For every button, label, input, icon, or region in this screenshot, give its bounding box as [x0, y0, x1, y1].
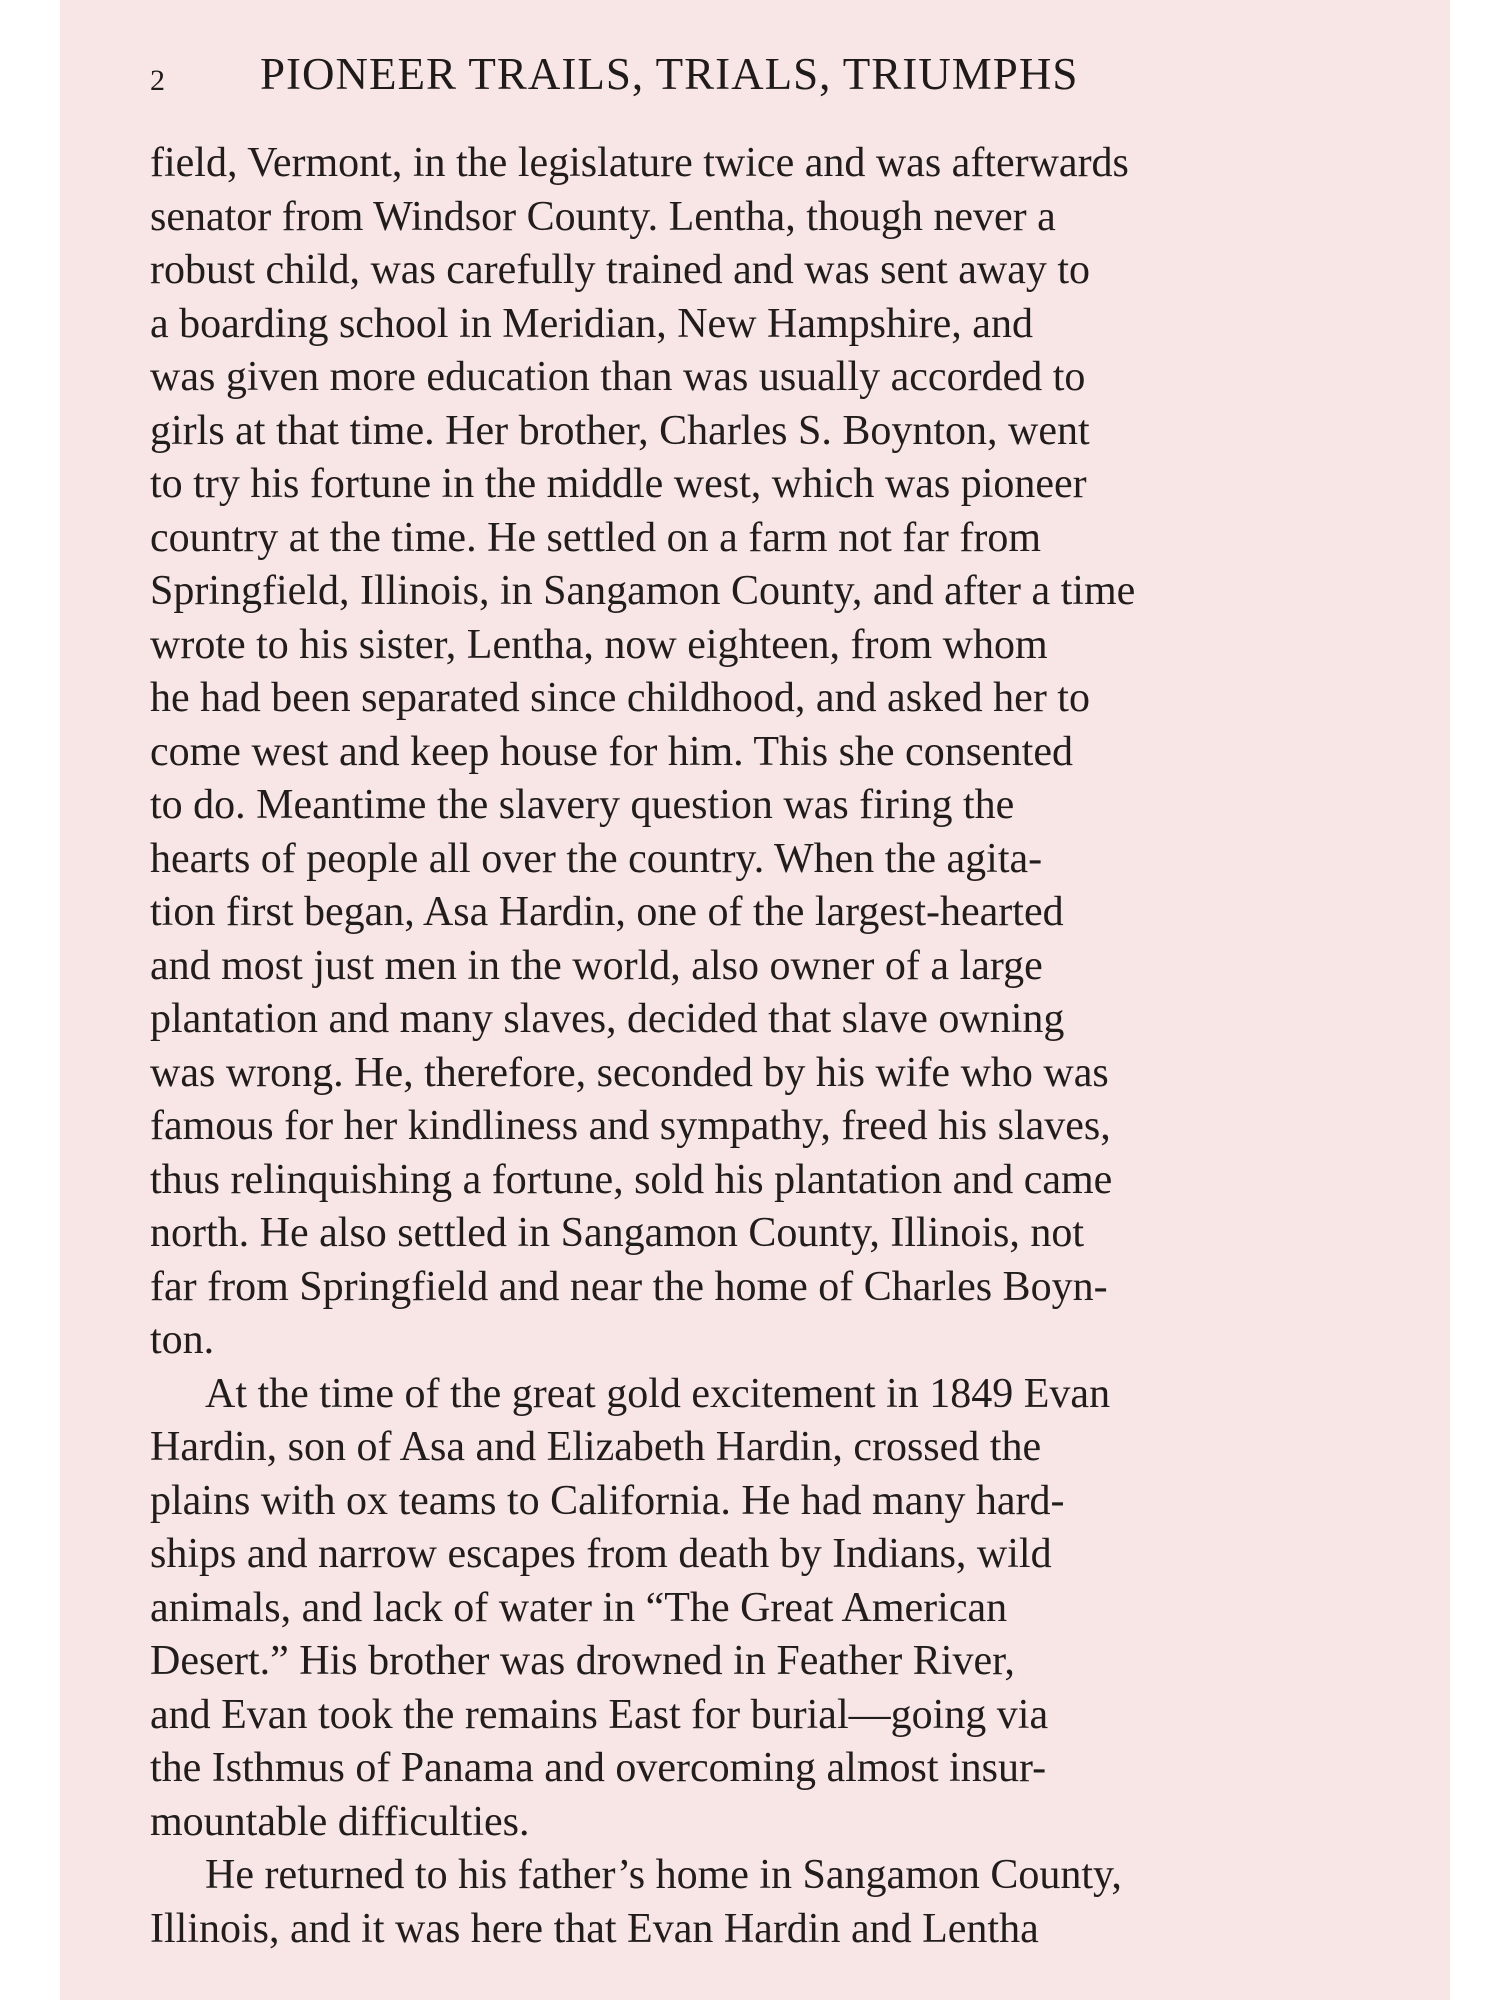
text-line: tion first began, Asa Hardin, one of the largest-hearted	[150, 889, 1064, 935]
text-line: and most just men in the world, also owner of a large	[150, 942, 1043, 989]
paragraph-3	[150, 1849, 1475, 1956]
paragraph-1	[150, 137, 1475, 1368]
text-line: Illinois, and it was here that Evan Hardin and Lentha	[150, 1905, 1039, 1952]
text-line: famous for her kindliness and sympathy, freed his slaves,	[150, 1103, 1111, 1149]
text-line: a boarding school in Meridian, New Hampshire, and	[150, 300, 1033, 347]
text-line: animals, and lack of water in “The Great American	[150, 1584, 1008, 1631]
text-line: ton.	[150, 1317, 215, 1363]
text-line: country at the time. He settled on a farm not far from	[150, 514, 1042, 561]
text-line: mountable difficulties.	[150, 1798, 530, 1845]
text-line: senator from Windsor County. Lentha, though never a	[150, 193, 1056, 240]
text-line: Desert.” His brother was drowned in Feather River,	[150, 1638, 1015, 1684]
text-line: come west and keep house for him. This she consented	[150, 728, 1073, 775]
text-line: was given more education than was usually accorded to	[150, 354, 1086, 400]
body-text	[150, 137, 1475, 1956]
text-line: north. He also settled in Sangamon County, Illinois, not	[150, 1210, 1085, 1256]
text-line: Springfield, Illinois, in Sangamon County, and after a time	[150, 568, 1136, 614]
book-page	[60, 0, 1450, 2000]
text-line: Hardin, son of Asa and Elizabeth Hardin, crossed the	[150, 1424, 1042, 1470]
text-line: wrote to his sister, Lentha, now eighteen, from whom	[150, 621, 1048, 668]
text-line: hearts of people all over the country. When the agita-	[150, 835, 1043, 882]
text-line: and Evan took the remains East for burial—going via	[150, 1691, 1049, 1738]
text-line: to do. Meantime the slavery question was firing the	[150, 782, 1015, 828]
text-line: was wrong. He, therefore, seconded by his wife who was	[150, 1049, 1109, 1096]
text-line: girls at that time. Her brother, Charles S. Boynton, went	[150, 407, 1090, 454]
running-title: PIONEER TRAILS, TRIALS, TRIUMPHS	[260, 49, 1079, 99]
text-line: robust child, was carefully trained and was sent away to	[150, 247, 1091, 293]
text-line: He returned to his father’s home in Sangamon County,	[205, 1852, 1122, 1898]
text-line: plains with ox teams to California. He had many hard-	[150, 1477, 1065, 1524]
text-line: far from Springfield and near the home of Charles Boyn-	[150, 1263, 1108, 1310]
text-line: thus relinquishing a fortune, sold his plantation and came	[150, 1156, 1113, 1203]
text-line: to try his fortune in the middle west, which was pioneer	[150, 461, 1087, 507]
running-head	[150, 49, 1380, 112]
paragraph-2	[150, 1368, 1475, 1850]
text-line: At the time of the great gold excitement in 1849 Evan	[205, 1370, 1111, 1417]
text-line: plantation and many slaves, decided that slave owning	[150, 996, 1065, 1042]
text-line: ships and narrow escapes from death by Indians, wild	[150, 1531, 1052, 1577]
text-line: he had been separated since childhood, and asked her to	[150, 675, 1090, 721]
text-line: field, Vermont, in the legislature twice and was afterwards	[150, 140, 1129, 186]
text-line: the Isthmus of Panama and overcoming almost insur-	[150, 1745, 1047, 1791]
page-number: 2	[150, 64, 165, 97]
